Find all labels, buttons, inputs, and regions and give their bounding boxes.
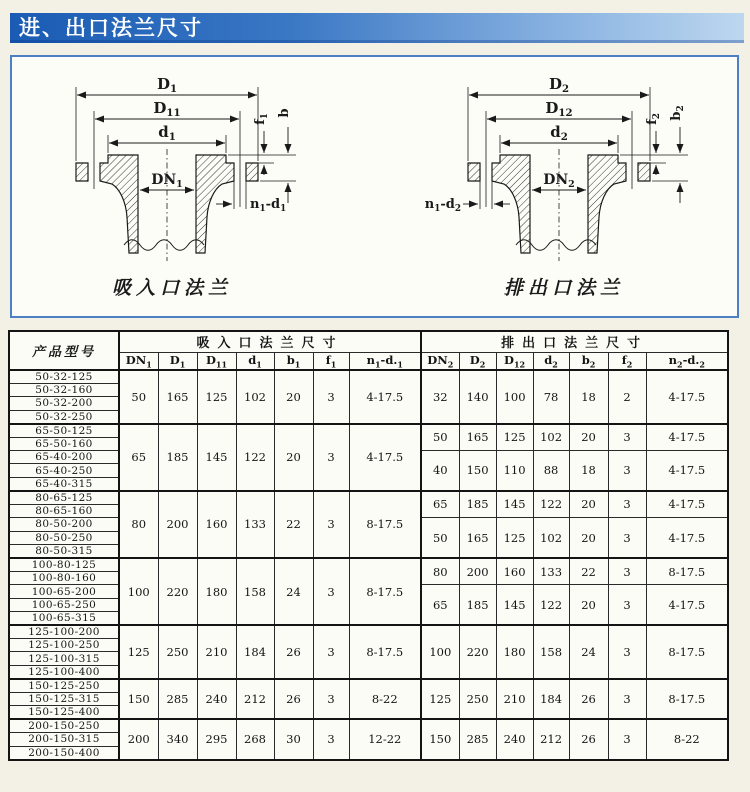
- discharge-col-header: $b_2$: [569, 352, 608, 370]
- dim-label-n1-d2: $n_1-d_2$: [424, 197, 461, 214]
- model-cell: 80-65-125: [9, 491, 119, 505]
- discharge-cell: 3: [608, 679, 646, 719]
- discharge-cell: 100: [421, 625, 459, 679]
- discharge-cell: 3: [608, 491, 646, 518]
- discharge-cell: 110: [496, 450, 533, 490]
- flange-table-body: [9, 370, 728, 760]
- discharge-cell: 50: [421, 518, 459, 558]
- suction-flange-caption: 吸入口法兰: [111, 277, 233, 299]
- discharge-cell: 18: [569, 450, 608, 490]
- model-cell: 50-32-250: [9, 410, 119, 424]
- discharge-cell: 165: [459, 424, 496, 451]
- suction-cell: 185: [158, 424, 197, 491]
- discharge-cell: 2: [608, 370, 646, 424]
- dim-label-D1: $D_1$: [156, 75, 178, 95]
- suction-cell: 8-17.5: [349, 625, 421, 679]
- table-row: [9, 558, 728, 572]
- dim-label-f2: $f_2$: [645, 113, 662, 125]
- discharge-section-header: 排出口法兰尺寸: [421, 331, 728, 352]
- table-row: [9, 719, 728, 733]
- discharge-cell: 20: [569, 585, 608, 625]
- discharge-cell: 24: [569, 625, 608, 679]
- discharge-cell: 3: [608, 719, 646, 759]
- model-cell: 150-125-250: [9, 679, 119, 693]
- dim-label-b2: $b_2$: [669, 105, 686, 121]
- discharge-cell: 8-22: [646, 719, 728, 759]
- suction-cell: 8-17.5: [349, 558, 421, 625]
- discharge-cell: 18: [569, 370, 608, 424]
- discharge-cell: 133: [533, 558, 569, 585]
- extension-lines: [468, 87, 688, 209]
- suction-cell: 24: [274, 558, 313, 625]
- suction-cell: 220: [158, 558, 197, 625]
- suction-cell: 122: [236, 424, 274, 491]
- model-cell: 200-150-250: [9, 719, 119, 733]
- table-row: [9, 679, 728, 693]
- dim-label-d2: $d_2$: [550, 123, 568, 143]
- suction-col-header: $f_1$: [313, 352, 349, 370]
- model-cell: 200-150-315: [9, 733, 119, 746]
- discharge-cell: 32: [421, 370, 459, 424]
- discharge-cell: 4-17.5: [646, 450, 728, 490]
- discharge-cell: 185: [459, 585, 496, 625]
- discharge-flange-drawing: [379, 57, 737, 315]
- discharge-cell: 165: [459, 518, 496, 558]
- discharge-col-header: $D_2$: [459, 352, 496, 370]
- discharge-cell: 160: [496, 558, 533, 585]
- suction-cell: 8-22: [349, 679, 421, 719]
- discharge-cell: 145: [496, 585, 533, 625]
- discharge-cell: 20: [569, 491, 608, 518]
- model-cell: 125-100-250: [9, 639, 119, 652]
- suction-cell: 200: [119, 719, 158, 759]
- model-cell: 65-50-125: [9, 424, 119, 438]
- discharge-cell: 212: [533, 719, 569, 759]
- suction-cell: 4-17.5: [349, 424, 421, 491]
- discharge-cell: 122: [533, 491, 569, 518]
- suction-cell: 100: [119, 558, 158, 625]
- suction-cell: 3: [313, 424, 349, 491]
- suction-col-header: $b_1$: [274, 352, 313, 370]
- suction-cell: 250: [158, 625, 197, 679]
- suction-cell: 158: [236, 558, 274, 625]
- model-cell: 100-65-315: [9, 612, 119, 626]
- suction-cell: 8-17.5: [349, 491, 421, 558]
- discharge-cell: 210: [496, 679, 533, 719]
- suction-cell: 4-17.5: [349, 370, 421, 424]
- discharge-cell: 200: [459, 558, 496, 585]
- model-cell: 125-100-400: [9, 665, 119, 679]
- suction-cell: 26: [274, 679, 313, 719]
- dim-label-n1-d1: $n_1-d_1$: [250, 197, 287, 214]
- discharge-cell: 26: [569, 719, 608, 759]
- model-cell: 100-80-125: [9, 558, 119, 572]
- suction-cell: 165: [158, 370, 197, 424]
- discharge-cell: 80: [421, 558, 459, 585]
- discharge-cell: 20: [569, 424, 608, 451]
- discharge-cell: 145: [496, 491, 533, 518]
- suction-cell: 30: [274, 719, 313, 759]
- dim-label-D2: $D_2$: [548, 75, 570, 95]
- discharge-col-header: $d_2$: [533, 352, 569, 370]
- suction-col-header: $D_{11}$: [197, 352, 236, 370]
- discharge-cell: 158: [533, 625, 569, 679]
- suction-col-header: $D_1$: [158, 352, 197, 370]
- model-cell: 125-100-200: [9, 625, 119, 639]
- model-cell: 65-40-315: [9, 477, 119, 491]
- suction-cell: 3: [313, 558, 349, 625]
- suction-cell: 80: [119, 491, 158, 558]
- suction-cell: 12-22: [349, 719, 421, 759]
- model-cell: 50-32-160: [9, 383, 119, 396]
- dim-label-D11: $D_{11}$: [153, 99, 181, 119]
- suction-cell: 3: [313, 491, 349, 558]
- discharge-cell: 100: [496, 370, 533, 424]
- discharge-cell: 4-17.5: [646, 370, 728, 424]
- discharge-cell: 88: [533, 450, 569, 490]
- discharge-cell: 78: [533, 370, 569, 424]
- dim-label-b: b: [277, 108, 292, 118]
- suction-cell: 180: [197, 558, 236, 625]
- model-column-header: 产品型号: [9, 331, 119, 370]
- model-cell: 80-50-315: [9, 544, 119, 558]
- model-cell: 80-50-200: [9, 518, 119, 531]
- dim-label-DN2: $DN_2$: [543, 172, 575, 190]
- discharge-cell: 8-17.5: [646, 679, 728, 719]
- discharge-cell: 50: [421, 424, 459, 451]
- suction-cell: 3: [313, 679, 349, 719]
- suction-cell: 20: [274, 370, 313, 424]
- discharge-cell: 3: [608, 424, 646, 451]
- suction-cell: 102: [236, 370, 274, 424]
- suction-cell: 3: [313, 625, 349, 679]
- suction-cell: 3: [313, 370, 349, 424]
- discharge-cell: 150: [459, 450, 496, 490]
- model-cell: 50-32-200: [9, 397, 119, 410]
- dim-label-f1: $f_1$: [253, 113, 270, 125]
- suction-cell: 200: [158, 491, 197, 558]
- discharge-col-header: $n_2-d._2$: [646, 352, 728, 370]
- discharge-cell: 3: [608, 558, 646, 585]
- discharge-cell: 20: [569, 518, 608, 558]
- extension-lines: [76, 87, 296, 209]
- suction-section-header: 吸入口法兰尺寸: [119, 331, 421, 352]
- model-cell: 80-50-250: [9, 531, 119, 544]
- suction-cell: 22: [274, 491, 313, 558]
- suction-cell: 212: [236, 679, 274, 719]
- discharge-cell: 185: [459, 491, 496, 518]
- discharge-cell: 65: [421, 585, 459, 625]
- model-cell: 65-40-200: [9, 450, 119, 463]
- suction-col-header: $n_1-d._1$: [349, 352, 421, 370]
- discharge-cell: 3: [608, 585, 646, 625]
- table-row: [9, 491, 728, 505]
- flange-dimension-table: [8, 330, 729, 761]
- suction-cell: 50: [119, 370, 158, 424]
- suction-cell: 3: [313, 719, 349, 759]
- discharge-cell: 250: [459, 679, 496, 719]
- suction-cell: 268: [236, 719, 274, 759]
- discharge-cell: 125: [496, 424, 533, 451]
- model-cell: 100-65-250: [9, 598, 119, 611]
- model-cell: 150-125-400: [9, 706, 119, 720]
- model-cell: 65-40-250: [9, 464, 119, 477]
- model-cell: 80-65-160: [9, 504, 119, 517]
- discharge-cell: 150: [421, 719, 459, 759]
- suction-cell: 26: [274, 625, 313, 679]
- discharge-cell: 122: [533, 585, 569, 625]
- model-cell: 100-65-200: [9, 585, 119, 598]
- dim-label-DN1: $DN_1$: [151, 172, 183, 190]
- suction-cell: 125: [197, 370, 236, 424]
- discharge-cell: 140: [459, 370, 496, 424]
- discharge-col-header: $f_2$: [608, 352, 646, 370]
- suction-cell: 20: [274, 424, 313, 491]
- suction-cell: 145: [197, 424, 236, 491]
- discharge-cell: 8-17.5: [646, 625, 728, 679]
- table-row: [9, 370, 728, 384]
- model-cell: 125-100-315: [9, 652, 119, 665]
- discharge-cell: 3: [608, 450, 646, 490]
- discharge-cell: 102: [533, 424, 569, 451]
- discharge-cell: 4-17.5: [646, 585, 728, 625]
- discharge-cell: 220: [459, 625, 496, 679]
- discharge-cell: 40: [421, 450, 459, 490]
- suction-cell: 285: [158, 679, 197, 719]
- suction-cell: 240: [197, 679, 236, 719]
- suction-cell: 160: [197, 491, 236, 558]
- discharge-cell: 65: [421, 491, 459, 518]
- discharge-cell: 102: [533, 518, 569, 558]
- section-banner: [10, 13, 744, 43]
- page-title: 进、出口法兰尺寸: [19, 16, 203, 40]
- suction-col-header: $DN_1$: [119, 352, 158, 370]
- discharge-cell: 285: [459, 719, 496, 759]
- discharge-cell: 4-17.5: [646, 424, 728, 451]
- discharge-cell: 26: [569, 679, 608, 719]
- dim-label-D12: $D_{12}$: [545, 99, 573, 119]
- suction-flange-drawing: [12, 57, 370, 315]
- discharge-cell: 3: [608, 625, 646, 679]
- flange-drawing-panel: [10, 55, 739, 318]
- suction-cell: 210: [197, 625, 236, 679]
- discharge-cell: 3: [608, 518, 646, 558]
- discharge-col-header: $D_{12}$: [496, 352, 533, 370]
- discharge-cell: 4-17.5: [646, 491, 728, 518]
- model-cell: 50-32-125: [9, 370, 119, 384]
- discharge-cell: 184: [533, 679, 569, 719]
- suction-cell: 150: [119, 679, 158, 719]
- discharge-col-header: $DN_2$: [421, 352, 459, 370]
- suction-cell: 184: [236, 625, 274, 679]
- discharge-cell: 125: [496, 518, 533, 558]
- suction-col-header: $d_1$: [236, 352, 274, 370]
- suction-cell: 133: [236, 491, 274, 558]
- model-cell: 65-50-160: [9, 437, 119, 450]
- dim-label-d1: $d_1$: [158, 123, 176, 143]
- discharge-flange-caption: 排出口法兰: [503, 277, 625, 299]
- model-cell: 100-80-160: [9, 571, 119, 584]
- suction-cell: 295: [197, 719, 236, 759]
- table-row: [9, 424, 728, 438]
- suction-cell: 340: [158, 719, 197, 759]
- table-row: [9, 625, 728, 639]
- discharge-cell: 22: [569, 558, 608, 585]
- discharge-cell: 4-17.5: [646, 518, 728, 558]
- model-cell: 150-125-315: [9, 692, 119, 705]
- discharge-cell: 180: [496, 625, 533, 679]
- discharge-cell: 8-17.5: [646, 558, 728, 585]
- discharge-cell: 125: [421, 679, 459, 719]
- model-cell: 200-150-400: [9, 746, 119, 760]
- suction-cell: 65: [119, 424, 158, 491]
- suction-cell: 125: [119, 625, 158, 679]
- discharge-cell: 240: [496, 719, 533, 759]
